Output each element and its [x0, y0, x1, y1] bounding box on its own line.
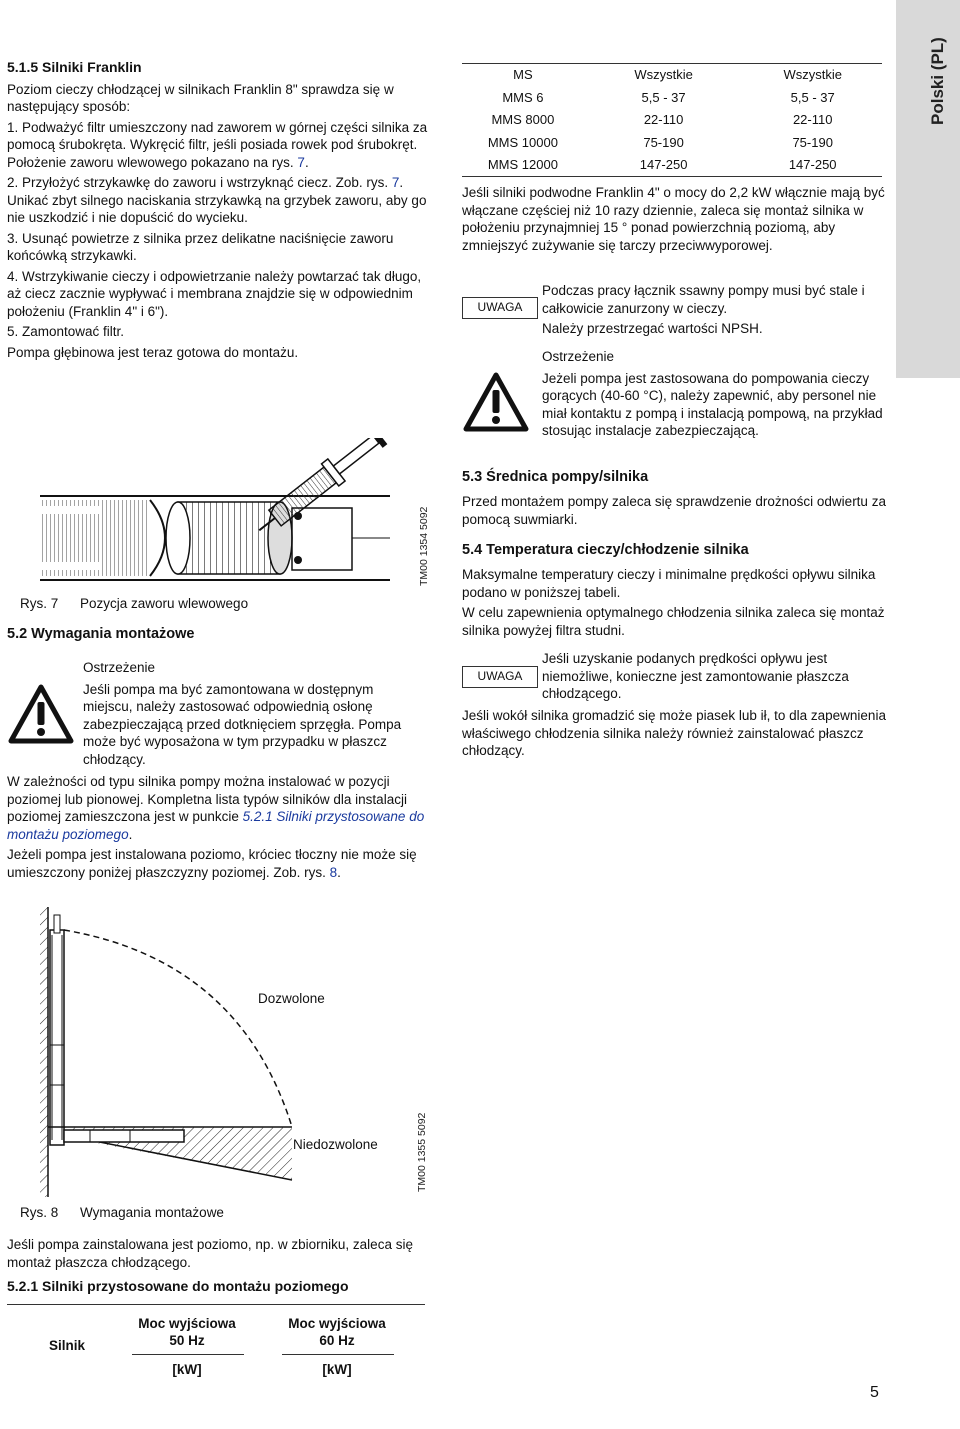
unit-60: [kW] — [322, 1362, 352, 1377]
language-label: Polski (PL) — [928, 37, 947, 125]
not-allowed-label: Niedozwolone — [293, 1137, 378, 1152]
temp-text: Maksymalne temperatury cieczy i minimalne prędkości opływu silnika podano w poniższej tabeli. — [462, 567, 876, 600]
section-heading: 5.1.5 Silniki Franklin — [7, 59, 142, 75]
intro-text: Poziom cieczy chłodzącej w silnikach Franklin 8" sprawdza się w następujący sposób: — [7, 81, 394, 114]
section-5-2-body — [7, 773, 427, 884]
table-cell: 22-110 — [643, 112, 684, 127]
step-1: 1. Podważyć filtr umieszczony nad zaworem w górnej części silnika za pomocą śrubokręta. Wykręcić filtr, jeśli posiada rowek pod śrubokręt. Położenie zaworu wlewowego pokazano na rys. 7. — [7, 119, 428, 170]
table-cell: 147-250 — [788, 156, 837, 172]
closing-text: Pompa głębinowa jest teraz gotowa do montażu. — [7, 344, 299, 360]
step-3: 3. Usunąć powietrze z silnika przez delikatne naciśnięcie zaworu końcówką strzykawki. — [7, 230, 394, 263]
table-cell: MMS 10000 — [487, 134, 558, 150]
discharge-text: Jeżeli pompa jest instalowana poziomo, króciec tłoczny nie może się umieszczony poniżej płaszczyzny poziomej. Zob. rys. 8. — [7, 847, 417, 880]
section-5-3-text: Przed montażem pompy zaleca się sprawdzenie drożności odwiertu za pomocą suwmiarki. — [462, 494, 886, 527]
uwaga-badge: UWAGA — [462, 666, 538, 688]
table-row — [462, 64, 882, 87]
warning-text: Jeżeli pompa jest zastosowana do pompowania cieczy gorących (40-60 °C), należy zapewnić, aby personel nie miał kontaktu z pompą i instalacją pompową, na przykład stosując instalacje zabezpieczającą. — [542, 370, 883, 438]
figure-7-code: TM00 1354 5092 — [418, 506, 430, 586]
warning-title: Ostrzeżenie — [83, 660, 156, 675]
npsh-text: Należy przestrzegać wartości NPSH. — [542, 321, 763, 336]
motor-types-table — [462, 63, 882, 177]
sand-note: Jeśli wokół silnika gromadzić się może piasek lub ił, to dla zapewnienia właściwego chłodzenia silnika należy również zainstalować płaszcz chłodzący. — [462, 708, 886, 758]
table-cell: Wszystkie — [634, 67, 693, 83]
section-5-2-heading: 5.2 Wymagania montażowe — [7, 626, 195, 642]
figure-8-caption: Wymagania montażowe — [80, 1205, 224, 1220]
table-row — [462, 131, 882, 154]
warning-text: Jeśli pompa ma być zamontowana w dostępnym miejscu, należy zastosować odpowiednią osłonę zabezpieczającą przed dotknięciem sprzęgła. Pompa może być wyposażona w tym przypadku w płaszcz chłodzący. — [83, 681, 402, 767]
table-cell: 22-110 — [792, 112, 833, 127]
table-cell: MMS 6 — [502, 89, 544, 105]
warning-box-hot-liquid — [542, 348, 887, 443]
section-5-2-1-heading: 5.2.1 Silniki przystosowane do montażu poziomego — [7, 1278, 349, 1294]
horizontal-install-note: Jeśli pompa zainstalowana jest poziomo, np. w zbiorniku, zaleca się montaż płaszcza chłodzącego. — [7, 1237, 413, 1270]
table-cell: MMS 8000 — [491, 112, 555, 127]
uwaga-badge: UWAGA — [462, 297, 538, 319]
header-motor: Silnik — [48, 1338, 85, 1353]
section-5-1-5 — [7, 59, 432, 364]
table-cell: MMS 12000 — [487, 156, 558, 172]
header-divider-60 — [282, 1354, 394, 1355]
section-5-3-heading: 5.3 Średnica pompy/silnika — [462, 469, 649, 485]
figure-8-code: TM00 1355 5092 — [416, 1112, 428, 1192]
figure-8-label: Rys. 8 — [20, 1205, 59, 1220]
table-cell: 5,5 - 37 — [641, 89, 686, 105]
header-power-50-line2: 50 Hz — [169, 1333, 205, 1348]
table-cell: 147-250 — [639, 156, 688, 172]
warning-triangle-icon — [462, 372, 530, 432]
table-row — [462, 86, 882, 109]
page-number: 5 — [870, 1384, 879, 1401]
section-5-4-body — [462, 566, 887, 642]
figure-7-caption: Pozycja zaworu wlewowego — [80, 596, 249, 611]
table-cell: 75-190 — [792, 134, 833, 150]
step-5: 5. Zamontować filtr. — [7, 324, 125, 339]
table-cell: Wszystkie — [783, 67, 842, 83]
motor-power-table — [7, 1304, 425, 1377]
header-divider-50 — [132, 1354, 244, 1355]
header-power-50-line1: Moc wyjściowa — [138, 1316, 236, 1331]
table-row — [462, 109, 882, 132]
section-5-4-heading: 5.4 Temperatura cieczy/chłodzenie silnika — [462, 542, 749, 558]
orientation-text: W zależności od typu silnika pompy można instalować w pozycji poziomej lub pionowej. Kompletna lista typów silników dla instalacji poziomej zamieszczona jest w punkcie 5.2.1 Silniki przystosowane do montażu poziomego. — [7, 774, 425, 842]
uwaga-note-1 — [542, 282, 887, 341]
unit-50: [kW] — [172, 1362, 202, 1377]
header-power-60-line1: Moc wyjściowa — [288, 1316, 386, 1331]
figure-7-label: Rys. 7 — [20, 596, 59, 611]
step-4: 4. Wstrzykiwanie cieczy i odpowietrzanie należy powtarzać tak długo, aż ciecz zacznie wypływać i membrana znajdzie się w odpowiednim położeniu (Franklin 4" i 6"). — [7, 268, 422, 319]
table-row — [462, 154, 882, 177]
figure-8-drawing — [30, 905, 415, 1200]
uwaga-note-2: Jeśli uzyskanie podanych prędkości opływu jest niemożliwe, konieczne jest zamontowanie płaszcza chłodzącego. — [542, 651, 849, 701]
step-2: 2. Przyłożyć strzykawkę do zaworu i wstrzyknąć ciecz. Zob. rys. 7. Unikać zbyt silnego naciskania strzykawką na grzybek zaworu, aby go nie uszkodzić i nie dopuścić do wycieku. — [7, 175, 427, 225]
cooling-text: W celu zapewnienia optymalnego chłodzenia silnika zaleca się montaż silnika powyżej filtra studni. — [462, 605, 885, 638]
fig-ref-link[interactable]: 7 — [391, 175, 400, 190]
fig-ref-link[interactable]: 8 — [329, 864, 338, 880]
franklin-note: Jeśli silniki podwodne Franklin 4" o mocy do 2,2 kW włącznie mają być włączane częściej niż 10 razy dziennie, zaleca się montaż silnika w położeniu przynajmniej 15 ° ponad powierzchnią poziomą, aby zmniejszyć zużywanie się tarczy przeciwwyporowej. — [462, 185, 885, 253]
header-power-60-line2: 60 Hz — [319, 1333, 355, 1348]
table-cell: 75-190 — [643, 134, 684, 150]
figure-7-drawing — [30, 438, 425, 590]
table-cell: MS — [513, 67, 533, 83]
allowed-label: Dozwolone — [258, 991, 325, 1006]
fig-ref-link[interactable]: 7 — [297, 154, 305, 170]
warning-box-5-2 — [83, 659, 423, 771]
section-link[interactable]: 5.2.1 Silniki przystosowane do montażu poziomego — [7, 809, 425, 842]
warning-triangle-icon — [8, 684, 74, 744]
warning-title: Ostrzeżenie — [542, 349, 615, 364]
table-cell: 5,5 - 37 — [790, 89, 835, 105]
uwaga-text: Podczas pracy łącznik ssawny pompy musi być stale i całkowicie zanurzony w cieczy. — [542, 283, 865, 316]
